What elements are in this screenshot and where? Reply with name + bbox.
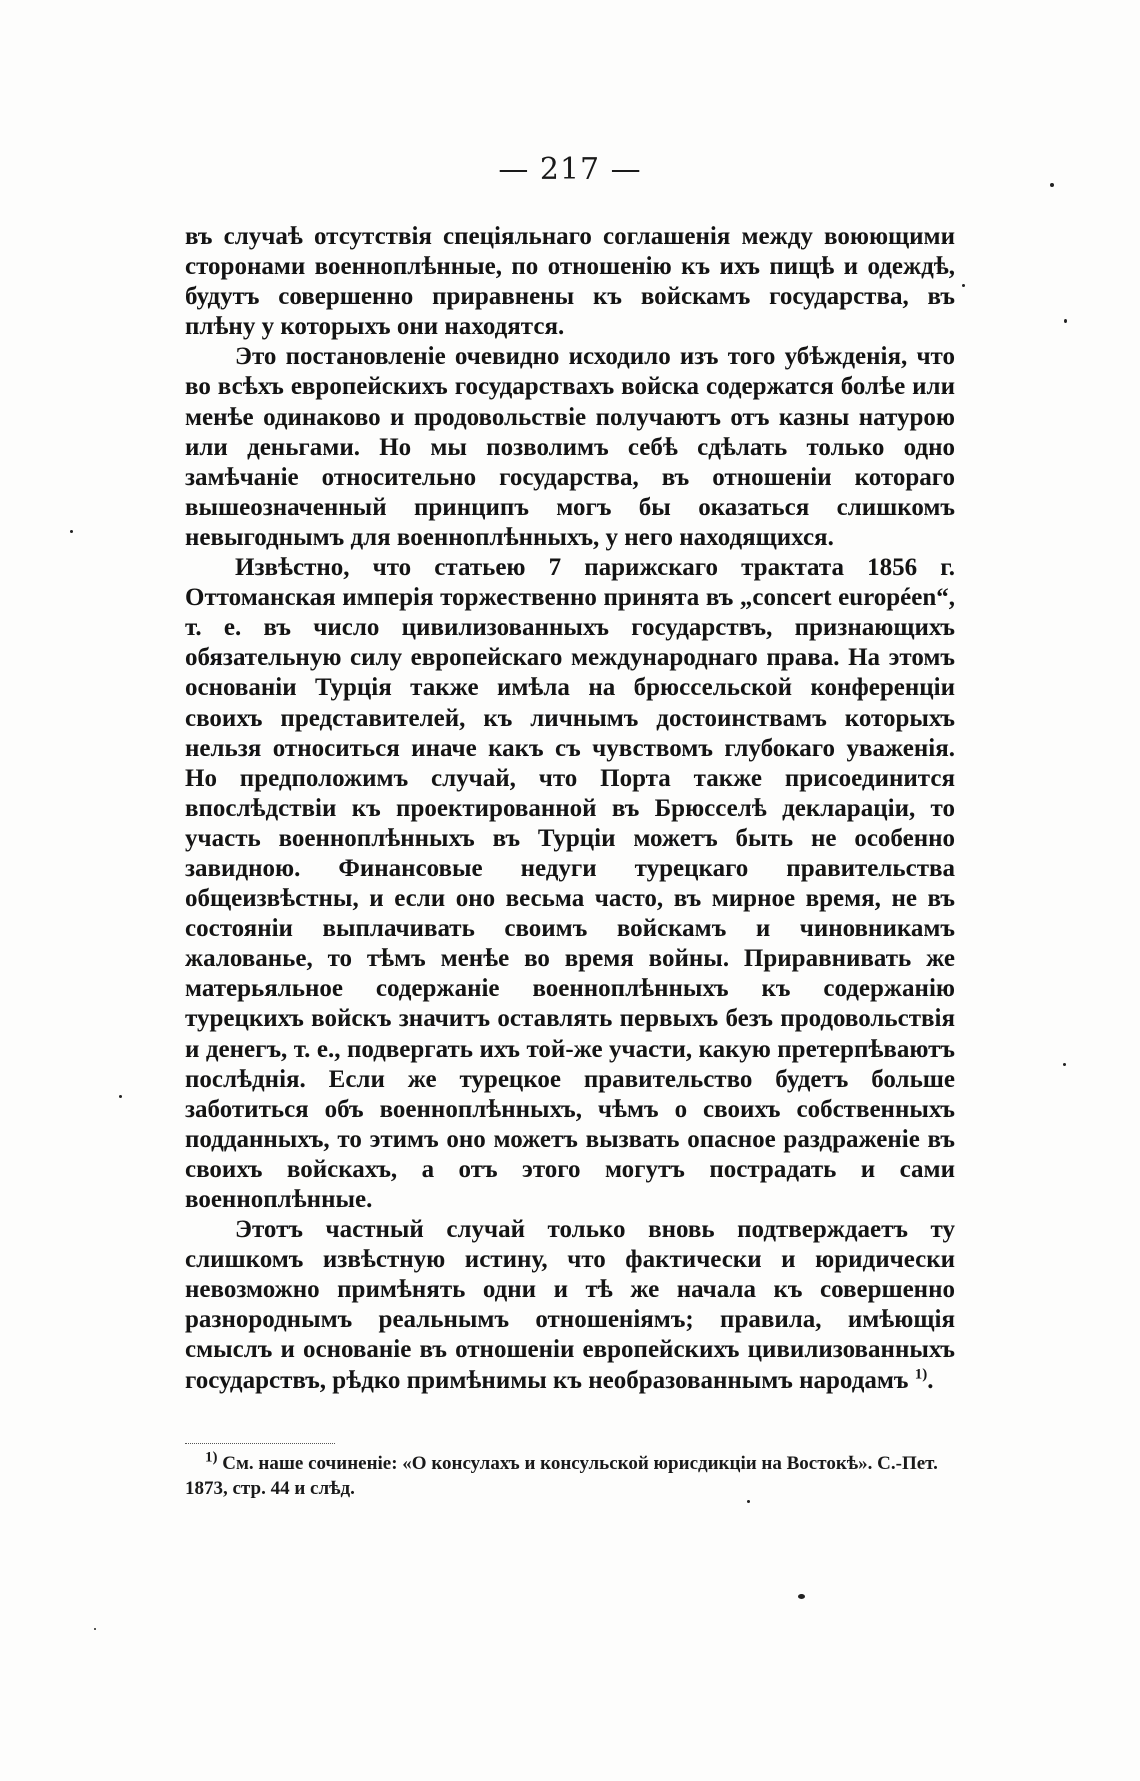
paragraph-4 — [185, 1215, 955, 1396]
scan-speck — [70, 530, 73, 533]
scan-speck — [747, 1500, 750, 1503]
scan-speck — [119, 1095, 122, 1098]
scan-speck — [962, 284, 965, 287]
scan-speck — [798, 1594, 805, 1599]
footnote-1 — [185, 1451, 955, 1501]
footnote-reference: 1) — [914, 1366, 928, 1383]
paragraph-4-text: Этотъ частный случай только вновь подтверждаетъ ту слишкомъ извѣстную истину, что фактически и юридически невозможно примѣнять одни и тѣ же начала къ совершенно разнороднымъ реальнымъ отношеніямъ; правила, имѣющія смыслъ и основаніе въ отношеніи европейскихъ цивилизованныхъ государствъ, рѣдко примѣнимы къ необразованнымъ народамъ — [185, 1216, 955, 1394]
scan-speck — [1050, 183, 1054, 187]
scan-speck — [1063, 1063, 1066, 1066]
page-number: — 217 — — [498, 152, 642, 187]
paragraph-2: Это постановленіе очевидно исходило изъ того убѣжденія, что во всѣхъ европейскихъ государствахъ войска содержатся болѣе или менѣе одинаково и продовольствіе получаютъ отъ казны натурою или деньгами. Но мы позволимъ себѣ сдѣлать только одно замѣчаніе относительно государства, въ отношеніи котораго вышеозначенный принципъ могъ бы оказаться слишкомъ невыгоднымъ для военноплѣнныхъ, у него находящихся. — [185, 343, 955, 551]
footnote — [185, 1451, 955, 1501]
paragraph-3: Извѣстно, что статьею 7 парижскаго трактата 1856 г. Оттоманская имперія торжественно принята въ „concert européen“, т. е. въ число цивилизованныхъ государствъ, признающихъ обязательную силу европейскаго международнаго права. На этомъ основаніи Турція также имѣла на брюссельской конференціи своихъ представителей, къ личнымъ достоинствамъ которыхъ нельзя относиться иначе какъ съ чувствомъ глубокаго уваженія. Но предположимъ случай, что Порта также присоединится впослѣдствіи къ проектированной въ Брюсселѣ декларацiи, то участь военноплѣнныхъ въ Турціи можетъ быть не особенно завидною. Финансовые недуги турецкаго правительства общеизвѣстны, и если оно весьма часто, въ мирное время, не въ состояніи выплачивать своимъ войскамъ и чиновникамъ жалованье, то тѣмъ менѣе во время войны. Приравнивать же матерьяльное содержаніе военноплѣнныхъ къ содержанію турецкихъ войскъ значитъ оставлять первыхъ безъ продовольствія и денегъ, т. е., подвергать ихъ той-же участи, какую претерпѣваютъ послѣднія. Если же турецкое правительство будетъ больше заботиться объ военноплѣнныхъ, чѣмъ о своихъ собственныхъ подданныхъ, то этимъ оно можетъ вызвать опасное раздраженіе въ своихъ войскахъ, а отъ этого могутъ пострадать и сами военноплѣнные. — [185, 554, 955, 1213]
paragraph-4-end: . — [927, 1366, 934, 1394]
footnote-marker: 1) — [205, 1449, 218, 1466]
body-text — [185, 222, 955, 1396]
footnote-separator — [185, 1443, 335, 1444]
scan-speck — [94, 1628, 96, 1630]
paragraph-1: въ случаѣ отсутствія спеціяльнаго соглашенія между воюющими сторонами военноплѣнные, по отношенію къ ихъ пищѣ и одеждѣ, будутъ совершенно приравнены къ войскамъ государства, въ плѣну у которыхъ они находятся. — [185, 223, 955, 341]
scan-speck — [1064, 319, 1067, 323]
footnote-text: См. наше сочиненіе: «О консулахъ и консульской юрисдикціи на Востокѣ». С.-Пет. 1873, стр. 44 и слѣд. — [185, 1453, 938, 1499]
